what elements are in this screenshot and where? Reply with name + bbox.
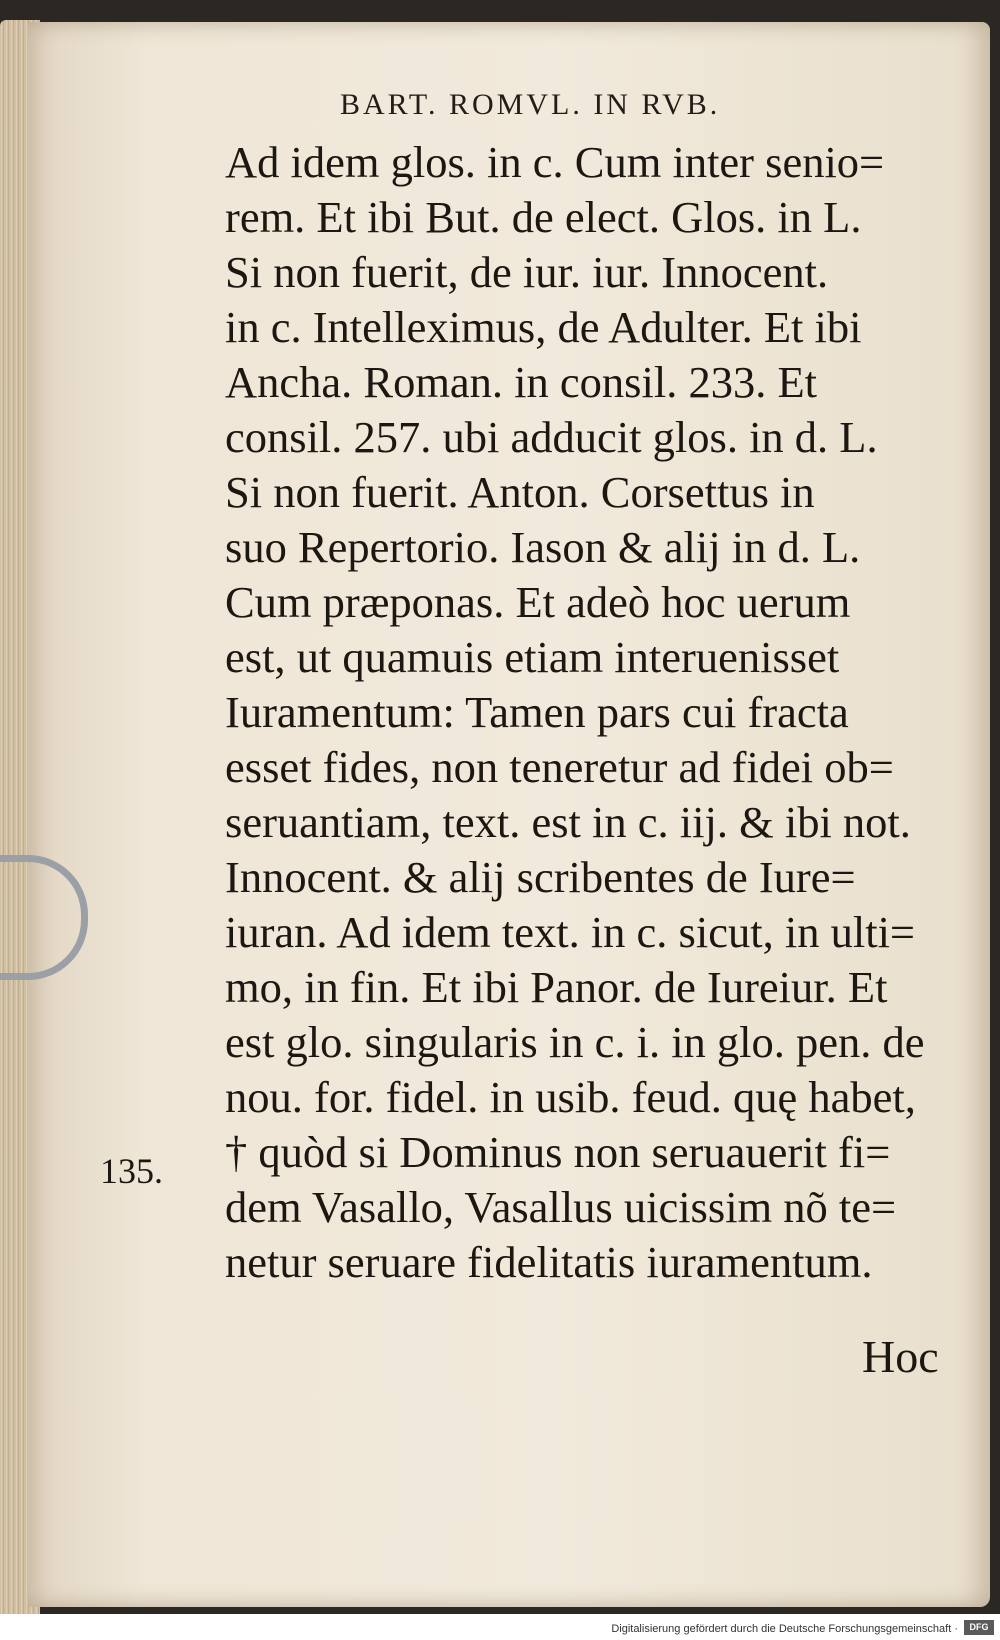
- footer-bar: [0, 1614, 1000, 1640]
- text-line: Si non fuerit, de iur. iur. Innocent.: [225, 247, 829, 297]
- text-line: esset fides, non teneretur ad fidei ob=: [225, 742, 894, 792]
- margin-note-number: 135.: [100, 1151, 163, 1191]
- text-line: netur seruare fidelitatis iuramentum.: [225, 1237, 873, 1287]
- text-line: Ancha. Roman. in consil. 233. Et: [225, 357, 818, 407]
- text-line: † quòd si Dominus non seruauerit fi=: [225, 1127, 891, 1177]
- text-line: iuran. Ad idem text. in c. sicut, in ulti=: [225, 907, 916, 957]
- text-line: nou. for. fidel. in usib. feud. quę habet,: [225, 1072, 916, 1122]
- catchword: Hoc: [862, 1331, 939, 1382]
- text-line: rem. Et ibi But. de elect. Glos. in L.: [225, 192, 862, 242]
- text-line: consil. 257. ubi adducit glos. in d. L.: [225, 412, 878, 462]
- dfg-logo-icon: DFG: [964, 1620, 994, 1635]
- text-line: est glo. singularis in c. i. in glo. pen. de: [225, 1017, 925, 1067]
- text-line: Cum præponas. Et adeò hoc uerum: [225, 577, 851, 627]
- text-line: Iuramentum: Tamen pars cui fracta: [225, 687, 849, 737]
- text-line: Innocent. & alij scribentes de Iure=: [225, 852, 856, 902]
- running-head: BART. ROMVL. IN RVB.: [340, 88, 721, 121]
- text-line: in c. Intelleximus, de Adulter. Et ibi: [225, 302, 862, 352]
- text-line: est, ut quamuis etiam interuenisset: [225, 632, 840, 682]
- text-line: dem Vasallo, Vasallus uicissim nõ te=: [225, 1182, 897, 1232]
- text-line: seruantiam, text. est in c. iij. & ibi not.: [225, 797, 911, 847]
- digitization-credit: Digitalisierung gefördert durch die Deutsche Forschungsgemeinschaft ·: [611, 1623, 958, 1635]
- text-line: Ad idem glos. in c. Cum inter senio=: [225, 137, 885, 187]
- text-line: Si non fuerit. Anton. Corsettus in: [225, 467, 815, 517]
- text-line: mo, in fin. Et ibi Panor. de Iureiur. Et: [225, 962, 888, 1012]
- text-line: suo Repertorio. Iason & alij in d. L.: [225, 522, 861, 572]
- body-text: [225, 135, 945, 1290]
